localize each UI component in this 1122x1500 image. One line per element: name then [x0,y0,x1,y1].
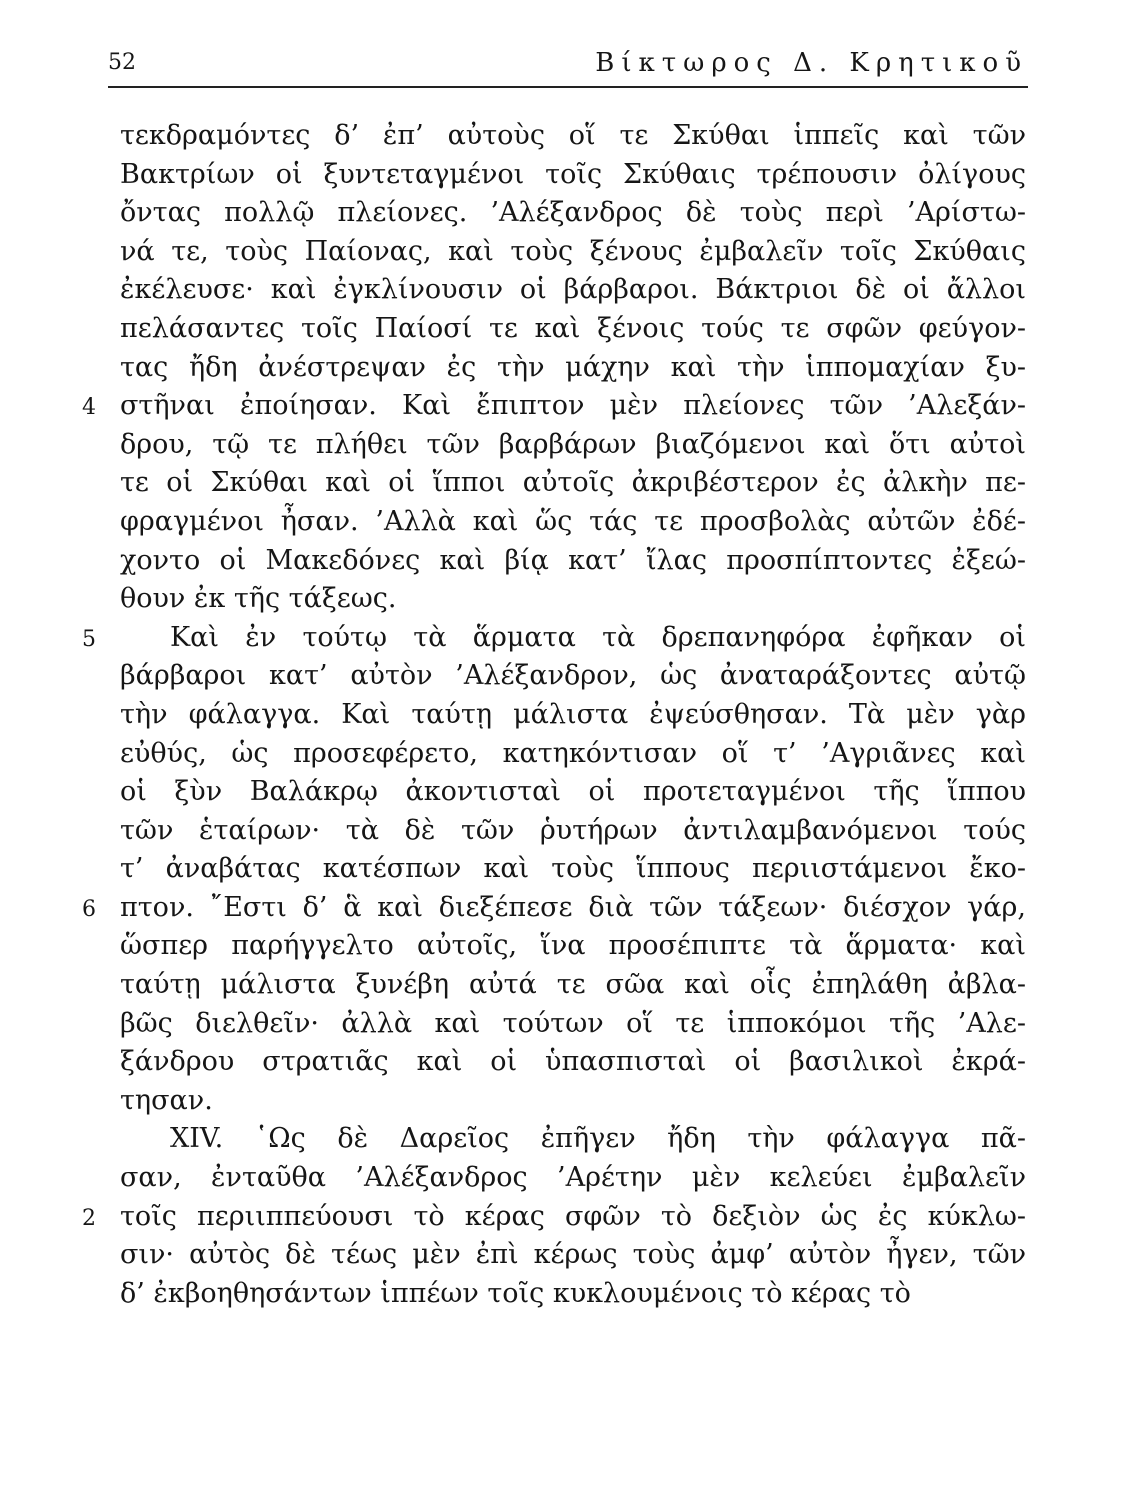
text-line: τοῖς περιιππεύουσι τὸ κέρας σφῶν τὸ δεξιὸν ὡς ἐς κύκλω- [120,1200,1026,1232]
header-rule [108,86,1028,88]
text-line: δρου, τῷ τε πλήθει τῶν βαρβάρων βιαζόμενοι καὶ ὅτι αὐτοὶ [120,428,1026,460]
text-line: τε οἱ Σκύθαι καὶ οἱ ἵπποι αὐτοῖς ἀκριβέστερον ἐς ἀλκὴν πε- [120,467,1026,499]
page-number: 52 [108,50,136,75]
text-line: νά τε, τοὺς Παίονας, καὶ τοὺς ξένους ἐμβαλεῖν τοῖς Σκύθαις [120,235,1026,267]
section-number: 4 [82,395,96,421]
text-line: ταύτῃ μάλιστα ξυνέβη αὐτά τε σῶα καὶ οἷς ἐπηλάθη ἀβλα- [120,969,1026,1001]
text-line: ἐκέλευσε· καὶ ἐγκλίνουσιν οἱ βάρβαροι. Βάκτριοι δὲ οἱ ἄλλοι [120,274,1026,306]
section-number: 2 [82,1205,96,1231]
text-line: ὄντας πολλῷ πλείονες. ’Αλέξανδρος δὲ τοὺς περὶ ’Αρίστω- [120,197,1026,229]
section-number: 6 [82,897,96,922]
text-line: Βακτρίων οἱ ξυντεταγμένοι τοῖς Σκύθαις τρέπουσιν ὀλίγους [120,158,1026,190]
text-line: θουν ἐκ τῆς τάξεως. [120,583,397,615]
text-line: εὐθύς, ὡς προσεφέρετο, κατηκόντισαν οἵ τ’ ’Αγριᾶνες καὶ [120,737,1026,769]
text-line: πτον. ῎Εστι δ’ ἃ καὶ διεξέπεσε διὰ τῶν τάξεων· διέσχον γάρ, [120,891,1026,923]
text-line: σιν· αὐτὸς δὲ τέως μὲν ἐπὶ κέρως τοὺς ἀμφ’ αὐτὸν ἦγεν, τῶν [120,1239,1026,1271]
text-line: φραγμένοι ἦσαν. ’Αλλὰ καὶ ὥς τάς τε προσβολὰς αὐτῶν ἐδέ- [120,505,1026,537]
text-line: τεκδραμόντες δ’ ἐπ’ αὐτοὺς οἵ τε Σκύθαι ἱππεῖς καὶ τῶν [120,120,1026,151]
text-line: τησαν. [120,1084,213,1116]
text-line: σαν, ἐνταῦθα ’Αλέξανδρος ’Αρέτην μὲν κελεύει ἐμβαλεῖν [120,1162,1026,1194]
text-line: ὥσπερ παρήγγελτο αὐτοῖς, ἵνα προσέπιπτε τὰ ἅρματα· καὶ [120,930,1026,962]
text-line: XIV. ῾Ως δὲ Δαρεῖος ἐπῆγεν ἤδη τὴν φάλαγγα πᾶ- [170,1123,1026,1155]
text-line: πελάσαντες τοῖς Παίοσί τε καὶ ξένοις τούς τε σφῶν φεύγον- [120,312,1026,344]
text-line: οἱ ξὺν Βαλάκρῳ ἀκοντισταὶ οἱ προτεταγμένοι τῆς ἵππου [120,776,1026,808]
text-line: Καὶ ἐν τούτῳ τὰ ἅρματα τὰ δρεπανηφόρα ἐφῆκαν οἱ [170,621,1026,653]
text-line: στῆναι ἐποίησαν. Καὶ ἔπιπτον μὲν πλείονες τῶν ’Αλεξάν- [120,390,1026,422]
text-line: ξάνδρου στρατιᾶς καὶ οἱ ὑπασπισταὶ οἱ βασιλικοὶ ἐκρά- [120,1046,1026,1078]
text-line: χοντο οἱ Μακεδόνες καὶ βίᾳ κατ’ ἴλας προσπίπτοντες ἐξεώ- [120,544,1026,576]
text-line: τῶν ἑταίρων· τὰ δὲ τῶν ῥυτήρων ἀντιλαμβανόμενοι τούς [120,814,1026,846]
running-head: Βίκτωρος Δ. Κρητικοῦ [595,48,1028,78]
text-line: τας ἤδη ἀνέστρεψαν ἐς τὴν μάχην καὶ τὴν ἱππομαχίαν ξυ- [120,351,1026,383]
body-text [120,117,1026,1313]
text-line: τ’ ἀναβάτας κατέσπων καὶ τοὺς ἵππους περιιστάμενοι ἔκο- [120,853,1026,885]
text-line: δ’ ἐκβοηθησάντων ἱππέων τοῖς κυκλουμένοις τὸ κέρας τὸ [120,1277,911,1309]
text-line: βάρβαροι κατ’ αὐτὸν ’Αλέξανδρον, ὡς ἀναταράξοντες αὐτῷ [120,660,1026,692]
text-line: τὴν φάλαγγα. Καὶ ταύτῃ μάλιστα ἐψεύσθησαν. Τὰ μὲν γὰρ [120,698,1026,730]
section-number: 5 [82,626,96,652]
text-line: βῶς διελθεῖν· ἀλλὰ καὶ τούτων οἵ τε ἱπποκόμοι τῆς ’Αλε- [120,1007,1026,1039]
page-header [108,44,1028,90]
